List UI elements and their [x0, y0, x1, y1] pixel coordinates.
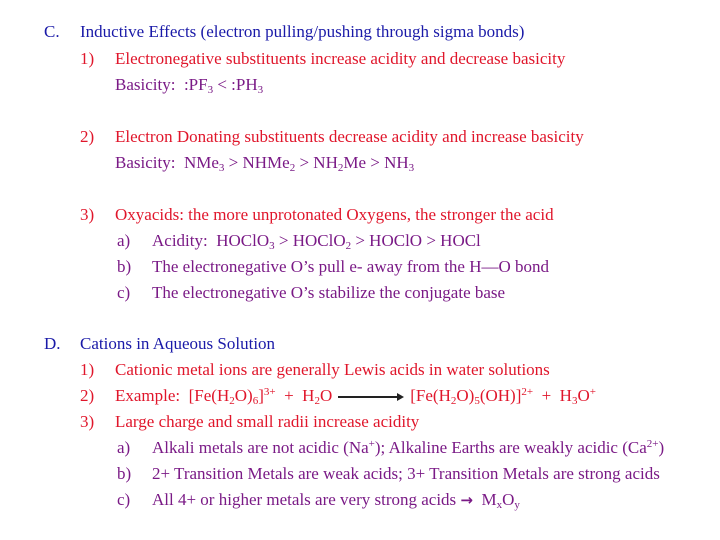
item-d3-marker: 3)	[80, 412, 95, 431]
subitem-c3b-text: The electronegative O’s pull e- away from the H—O bond	[152, 257, 550, 276]
item-c2-marker: 2)	[80, 127, 95, 146]
subitem-d3b-text: 2+ Transition Metals are weak acids; 3+ Transition Metals are strong acids	[152, 464, 660, 483]
subitem-d3b-marker: b)	[117, 464, 132, 483]
item-c1-marker: 1)	[80, 49, 95, 68]
subitem-d3a-marker: a)	[117, 438, 131, 457]
section-c-marker: C.	[44, 22, 60, 41]
subitem-d3c-marker: c)	[117, 490, 131, 509]
item-d1-text: Cationic metal ions are generally Lewis acids in water solutions	[115, 360, 550, 379]
section-c-title: Inductive Effects (electron pulling/pushing through sigma bonds)	[80, 22, 525, 41]
subitem-c3a-text: Acidity: HOClO$_3$ > HOClO$_2$ > HOClO > HOCl	[152, 231, 481, 252]
item-c1-text: Electronegative substituents increase acidity and decrease basicity	[115, 49, 566, 68]
subitem-c3a-marker: a)	[117, 231, 131, 250]
subitem-c3c-text: The electronegative O’s stabilize the conjugate base	[152, 283, 506, 302]
reaction-arrow-icon	[338, 392, 404, 402]
item-c1-detail: Basicity: $:PF_3$ < $:PH_3$	[115, 75, 264, 96]
item-d1-marker: 1)	[80, 360, 95, 379]
item-c2-text: Electron Donating substituents decrease acidity and increase basicity	[115, 127, 584, 146]
section-d-title: Cations in Aqueous Solution	[80, 334, 276, 353]
item-c3-text: Oxyacids: the more unprotonated Oxygens, the stronger the acid	[115, 205, 554, 224]
subitem-d3a-text: Alkali metals are not acidic (Na+); Alkaline Earths are weakly acidic $(Ca^{2+})$	[152, 438, 665, 457]
item-d2-marker: 2)	[80, 386, 95, 405]
right-arrow-icon: →	[460, 491, 473, 509]
item-d3-text: Large charge and small radii increase acidity	[115, 412, 420, 431]
subitem-c3b-marker: b)	[117, 257, 132, 276]
section-d-marker: D.	[44, 334, 61, 353]
subitem-c3c-marker: c)	[117, 283, 131, 302]
subitem-d3c-text: All 4+ or higher metals are very strong acids → $M_xO_y$	[152, 490, 520, 511]
item-d2-text: Example: $[Fe(H_2O)_6]^{3+} + H_2O$ $[Fe(H_2O)_5(OH)]^{2+} + H_3O^+$	[115, 386, 596, 407]
item-c2-detail: Basicity: NMe$_3$ > NHMe$_2$ > $NH_2Me > NH_3$	[115, 153, 415, 174]
item-c3-marker: 3)	[80, 205, 95, 224]
